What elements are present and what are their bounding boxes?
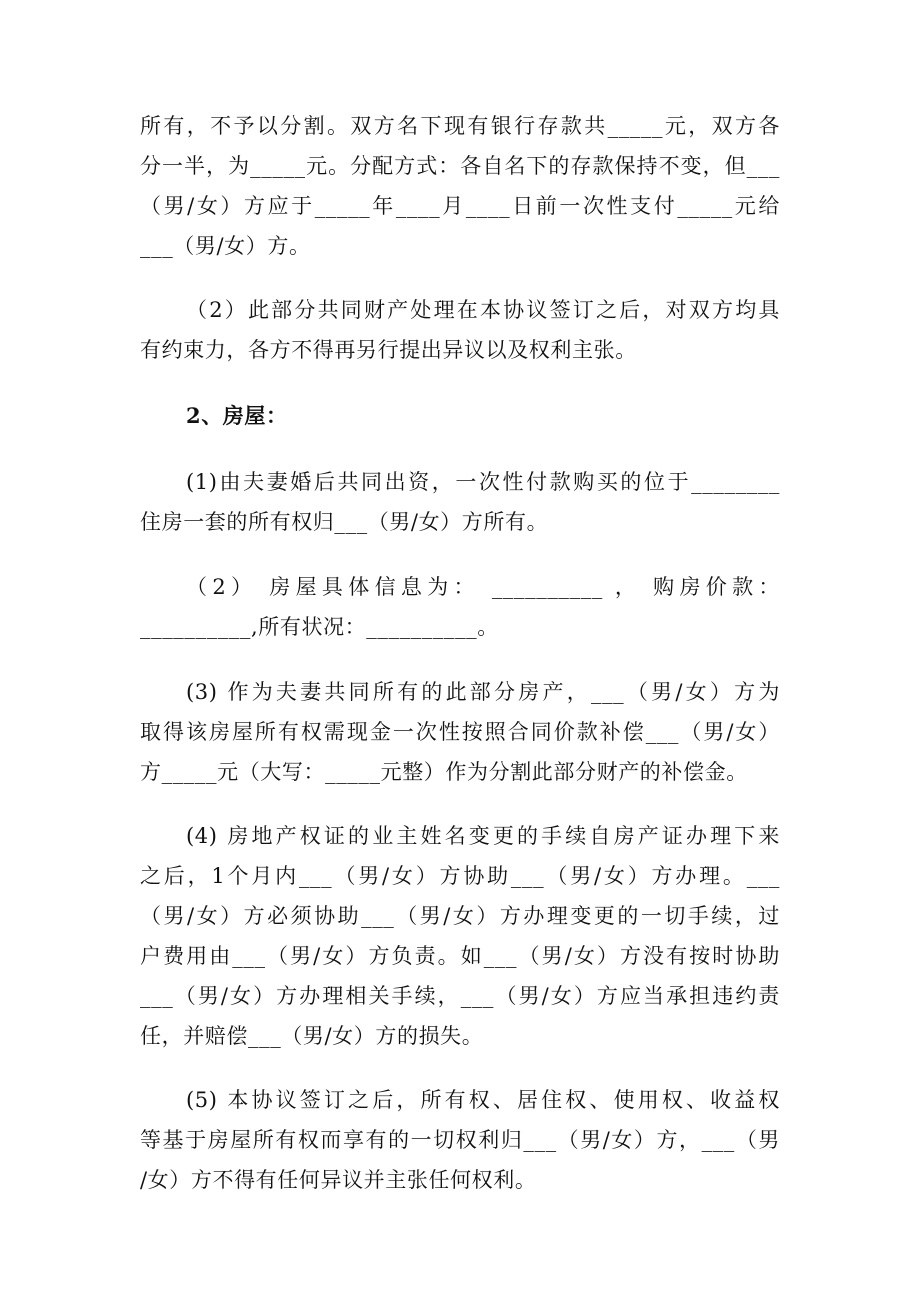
paragraph-line: 取得该房屋所有权需现金一次性按照合同价款补偿___（男/女） [140,720,780,744]
paragraph-line: 住房一套的所有权归___（男/女）方所有。 [140,510,549,534]
paragraph-line: 任，并赔偿___（男/女）方的损失。 [140,1024,484,1048]
paragraph-line: 方_____元（大写：_____元整）作为分割此部分财产的补偿金。 [140,760,748,784]
paragraph-line: 有约束力，各方不得再另行提出异议以及权利主张。 [140,338,637,362]
paragraph-line: （2） 房屋具体信息为： __________ ， 购房价款： [186,575,780,599]
paragraph-line: 之后，1个月内___（男/女）方协助___（男/女）方办理。___ [140,864,780,888]
paragraph-line: (3) 作为夫妻共同所有的此部分房产，___（男/女）方为 [186,680,780,704]
paragraph-line: （男/女）方必须协助___（男/女）方办理变更的一切手续，过 [140,904,780,928]
paragraph-line: (4) 房地产权证的业主姓名变更的手续自房产证办理下来 [186,824,780,848]
paragraph-line: __________,所有状况：__________。 [140,615,499,639]
paragraph-line: （2）此部分共同财产处理在本协议签订之后，对双方均具 [186,298,780,322]
paragraph-line: /女）方不得有任何异议并主张任何权利。 [140,1168,537,1192]
paragraph-line: (1)由夫妻婚后共同出资，一次性付款购买的位于________ [186,470,780,494]
paragraph-line: 分一半，为_____元。分配方式：各自名下的存款保持不变，但___ [140,154,780,178]
paragraph-line: (5) 本协议签订之后，所有权、居住权、使用权、收益权 [186,1088,780,1112]
paragraph-line: （男/女）方应于_____年____月____日前一次性支付_____元给 [140,194,780,218]
paragraph-line: ___（男/女）方。 [140,234,311,258]
paragraph-line: 户费用由___（男/女）方负责。如___（男/女）方没有按时协助 [140,944,780,968]
paragraph-line: 所有，不予以分割。双方名下现有银行存款共_____元，双方各 [140,114,780,138]
paragraph-line: 等基于房屋所有权而享有的一切权利归___（男/女）方，___（男 [140,1128,780,1152]
paragraph-line: ___（男/女）方办理相关手续，___（男/女）方应当承担违约责 [140,984,780,1008]
section-heading: 2、房屋： [186,403,288,428]
